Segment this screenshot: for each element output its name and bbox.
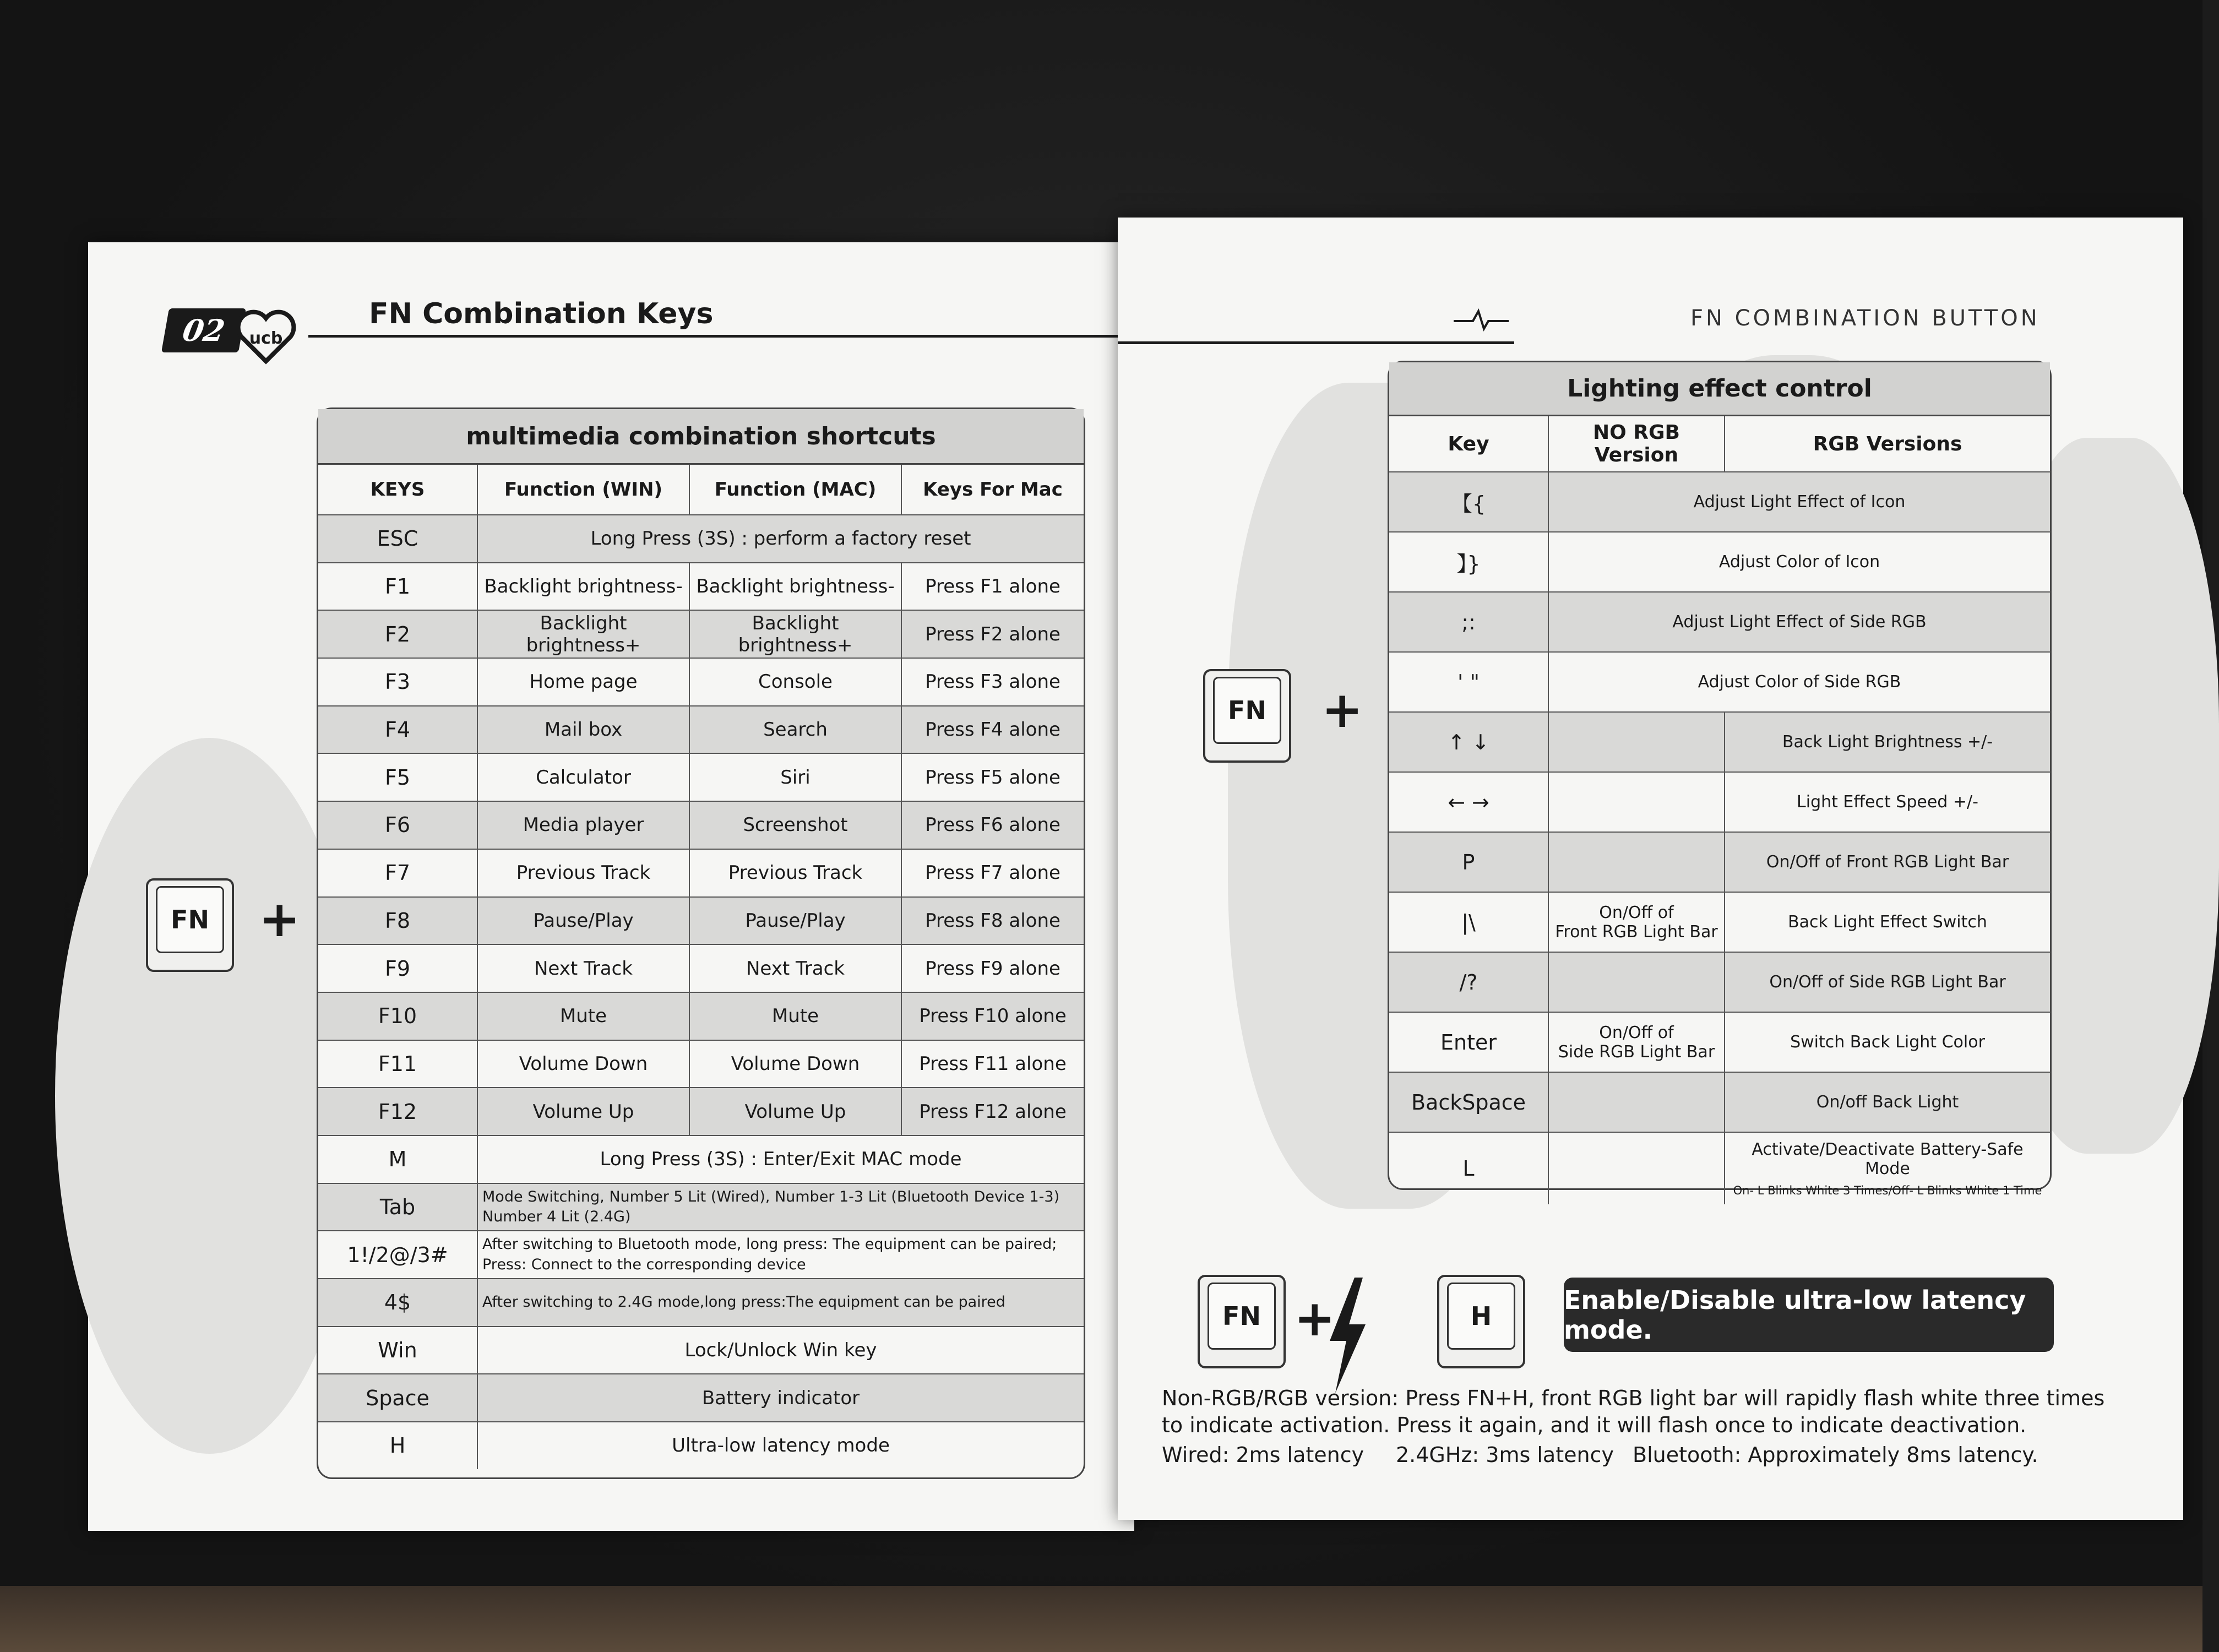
table-row <box>318 1374 1084 1422</box>
row-function-mac: Search <box>690 707 902 753</box>
row-key: F6 <box>318 802 478 849</box>
h-key-label: H <box>1447 1283 1515 1350</box>
row-key: ' " <box>1389 653 1549 711</box>
table-header-row <box>318 465 1084 515</box>
row-function-win: Mute <box>478 993 690 1040</box>
table-row <box>318 850 1084 898</box>
row-keys-for-mac: Press F11 alone <box>919 1052 1067 1075</box>
row-key: F1 <box>318 563 478 610</box>
page-title: FN Combination Keys <box>369 297 714 330</box>
row-key: F8 <box>318 898 478 944</box>
table-row <box>318 898 1084 945</box>
table-row <box>318 1231 1084 1279</box>
row-key: Enter <box>1389 1013 1549 1072</box>
row-keys-for-mac: Press F12 alone <box>919 1100 1067 1123</box>
lighting-effect-table <box>1388 361 2052 1197</box>
row-key: ↑ ↓ <box>1389 713 1549 771</box>
row-key: |\ <box>1389 893 1549 952</box>
fn-key-label: FN <box>1208 1283 1276 1350</box>
fn-key-label: FN <box>156 886 224 953</box>
row-keys-for-mac: Press F2 alone <box>925 623 1060 645</box>
table-row <box>318 707 1084 754</box>
row-key: ESC <box>318 515 478 562</box>
row-no-rgb <box>1549 833 1725 892</box>
row-rgb <box>1725 713 2050 771</box>
row-keys-for-mac: Press F3 alone <box>925 671 1060 693</box>
row-function-win: Volume Up <box>478 1088 690 1135</box>
row-effect: Adjust Light Effect of Side RGB <box>1672 612 1927 632</box>
row-key: Space <box>318 1374 478 1421</box>
page-title: FN COMBINATION BUTTON <box>1690 306 2040 331</box>
row-function: Long Press (3S) : perform a factory reset <box>590 528 971 550</box>
latency-description: Non-RGB/RGB version: Press FN+H, front RGB light bar will rapidly flash white three times to indicate activation. Press it again, and it will flash once to indicate deactivation. <box>1162 1386 2105 1438</box>
header-function-mac: Function (MAC) <box>690 465 902 514</box>
row-function-mac: Console <box>690 659 902 705</box>
row-no-rgb <box>1549 953 1725 1012</box>
heart-logo-icon <box>236 306 296 367</box>
row-rgb <box>1725 1073 2050 1132</box>
row-function-mac: Volume Up <box>690 1088 902 1135</box>
row-rgb-note: On- L Blinks White 3 Times/Off- L Blinks White 1 Time <box>1733 1184 2042 1197</box>
header-key: Key <box>1389 416 1549 471</box>
row-function-win: Calculator <box>478 754 690 801</box>
row-function-mac: Pause/Play <box>690 898 902 944</box>
row-function-mac: Next Track <box>690 945 902 992</box>
row-key: F3 <box>318 659 478 705</box>
page-badge <box>165 308 292 358</box>
row-keys-for-mac: Press F4 alone <box>925 719 1060 741</box>
row-keys-for-mac: Press F6 alone <box>925 814 1060 836</box>
row-effect: Adjust Color of Side RGB <box>1698 672 1901 692</box>
row-key: ← → <box>1389 773 1549 832</box>
row-function-win: Volume Down <box>478 1041 690 1088</box>
row-rgb-label: On/Off of Front RGB Light Bar <box>1766 852 2009 872</box>
table-row <box>1389 1133 2050 1204</box>
row-function-mac: Backlight brightness+ <box>690 611 902 657</box>
table-row <box>318 1279 1084 1327</box>
table-caption: multimedia combination shortcuts <box>318 409 1084 465</box>
row-key: H <box>318 1422 478 1469</box>
plus-icon: + <box>1321 681 1363 739</box>
table-row <box>1389 953 2050 1013</box>
h-key-icon <box>1437 1275 1525 1368</box>
table-row <box>318 754 1084 802</box>
row-key: F11 <box>318 1041 478 1088</box>
row-no-rgb <box>1549 1133 1725 1204</box>
row-key: Tab <box>318 1184 478 1231</box>
bluetooth-latency: Bluetooth: Approximately 8ms latency. <box>1633 1443 2038 1467</box>
row-function: Battery indicator <box>701 1387 860 1409</box>
row-keys-for-mac: Press F5 alone <box>925 766 1060 789</box>
table-row <box>318 993 1084 1041</box>
row-rgb-label: Back Light Effect Switch <box>1788 912 1987 932</box>
row-rgb <box>1725 773 2050 832</box>
table-row <box>318 659 1084 707</box>
header-rgb: RGB Versions <box>1813 432 1962 455</box>
row-key: P <box>1389 833 1549 892</box>
fn-key-icon <box>146 878 234 972</box>
table-header-row <box>1389 416 2050 472</box>
row-key: ;: <box>1389 593 1549 651</box>
row-key: F5 <box>318 754 478 801</box>
table-surface <box>0 1586 2202 1652</box>
table-caption: Lighting effect control <box>1389 362 2050 416</box>
row-rgb-label: Back Light Brightness +/- <box>1782 732 1993 752</box>
table-row <box>1389 472 2050 532</box>
row-key: F2 <box>318 611 478 657</box>
row-key: F12 <box>318 1088 478 1135</box>
row-function: Lock/Unlock Win key <box>684 1339 877 1362</box>
row-function-win: Media player <box>478 802 690 849</box>
row-keys-for-mac: Press F1 alone <box>925 575 1060 598</box>
table-row <box>1389 593 2050 653</box>
header-rule <box>1118 341 1514 344</box>
row-key: 4$ <box>318 1279 478 1326</box>
pulse-icon <box>1454 306 1509 333</box>
row-rgb-label: Activate/Deactivate Battery-Safe Mode <box>1752 1140 2024 1178</box>
fn-key-label: FN <box>1213 677 1281 744</box>
row-function-mac: Volume Down <box>690 1041 902 1088</box>
row-key: F10 <box>318 993 478 1040</box>
table-row <box>1389 1013 2050 1073</box>
row-function-win: Backlight brightness- <box>478 563 690 610</box>
row-rgb-label: On/Off of Side RGB Light Bar <box>1769 972 2006 992</box>
row-key: F4 <box>318 707 478 753</box>
row-keys-for-mac: Press F8 alone <box>925 909 1060 932</box>
table-row <box>318 1422 1084 1469</box>
table-row <box>318 611 1084 659</box>
row-key: Win <box>318 1327 478 1374</box>
header-keys-for-mac: Keys For Mac <box>923 479 1063 501</box>
row-no-rgb: On/Off of Side RGB Light Bar <box>1549 1013 1725 1072</box>
row-rgb-label: On/off Back Light <box>1816 1093 1959 1112</box>
header-rule <box>308 335 1134 338</box>
fn-key-icon <box>1198 1275 1286 1368</box>
table-row <box>1389 893 2050 953</box>
row-key: M <box>318 1136 478 1183</box>
plus-icon: + <box>259 890 301 948</box>
row-keys-for-mac: Press F7 alone <box>925 862 1060 884</box>
table-row <box>1389 713 2050 773</box>
left-page <box>88 242 1134 1531</box>
row-rgb <box>1725 893 2050 952</box>
latency-mode-banner: Enable/Disable ultra-low latency mode. <box>1564 1278 2054 1352</box>
row-function-win: Next Track <box>478 945 690 992</box>
row-key: BackSpace <box>1389 1073 1549 1132</box>
table-row <box>318 945 1084 993</box>
row-function-mac: Previous Track <box>690 850 902 896</box>
row-key: F7 <box>318 850 478 896</box>
table-row <box>318 802 1084 850</box>
row-function: Ultra-low latency mode <box>672 1434 890 1457</box>
multimedia-shortcuts-table <box>317 407 1085 1479</box>
row-function-win: Mail box <box>478 707 690 753</box>
row-effect: Adjust Light Effect of Icon <box>1693 492 1906 512</box>
header-keys: KEYS <box>318 465 478 514</box>
fn-key-icon <box>1203 669 1291 763</box>
row-function-win: Home page <box>478 659 690 705</box>
row-function-mac: Mute <box>690 993 902 1040</box>
row-function-win: Backlight brightness+ <box>478 611 690 657</box>
row-effect: Adjust Color of Icon <box>1718 552 1880 572</box>
row-function: After switching to 2.4G mode,long press:The equipment can be paired <box>482 1294 1005 1311</box>
table-row <box>318 1041 1084 1089</box>
row-function: After switching to Bluetooth mode, long press: The equipment can be paired; Press: Connect to the corresponding device <box>482 1236 1057 1273</box>
table-row <box>1389 833 2050 893</box>
lightning-bolt-icon <box>1321 1278 1371 1393</box>
table-row <box>318 515 1084 563</box>
row-function-win: Previous Track <box>478 850 690 896</box>
table-row <box>318 1088 1084 1136</box>
table-row <box>318 1184 1084 1232</box>
row-function-mac: Screenshot <box>690 802 902 849</box>
table-row <box>1389 653 2050 713</box>
row-key: L <box>1389 1133 1549 1204</box>
row-keys-for-mac: Press F9 alone <box>925 957 1060 980</box>
header-function-win: Function (WIN) <box>478 465 690 514</box>
2g-latency: 2.4GHz: 3ms latency <box>1396 1443 1614 1467</box>
row-no-rgb <box>1549 1073 1725 1132</box>
table-row <box>1389 532 2050 593</box>
wired-latency: Wired: 2ms latency <box>1162 1443 1364 1467</box>
row-function: Mode Switching, Number 5 Lit (Wired), Number 1-3 Lit (Bluetooth Device 1-3) Number 4 Lit (2.4G) <box>482 1188 1060 1225</box>
row-key: 】} <box>1389 532 1549 591</box>
row-rgb-label: Light Effect Speed +/- <box>1797 792 1978 812</box>
row-rgb <box>1725 1013 2050 1072</box>
row-rgb <box>1725 1133 2050 1204</box>
right-page <box>1118 218 2183 1520</box>
row-key: /? <box>1389 953 1549 1012</box>
plus-icon: + <box>1294 1290 1336 1347</box>
row-no-rgb: On/Off of Front RGB Light Bar <box>1549 893 1725 952</box>
row-rgb <box>1725 833 2050 892</box>
table-row <box>318 563 1084 611</box>
row-rgb-label: Switch Back Light Color <box>1790 1032 1985 1052</box>
row-no-rgb <box>1549 713 1725 771</box>
row-no-rgb <box>1549 773 1725 832</box>
row-rgb <box>1725 953 2050 1012</box>
page-number: 02 <box>161 308 246 352</box>
table-row <box>318 1327 1084 1375</box>
svg-text:ucb: ucb <box>249 329 283 348</box>
row-function-mac: Siri <box>690 754 902 801</box>
row-key: 1!/2@/3# <box>318 1231 478 1278</box>
row-function: Long Press (3S) : Enter/Exit MAC mode <box>600 1148 962 1171</box>
row-function-mac: Backlight brightness- <box>690 563 902 610</box>
row-key: F9 <box>318 945 478 992</box>
table-row <box>1389 773 2050 833</box>
table-row <box>1389 1073 2050 1133</box>
row-key: 【{ <box>1389 472 1549 531</box>
header-no-rgb: NO RGB Version <box>1549 416 1725 471</box>
row-function-win: Pause/Play <box>478 898 690 944</box>
table-row <box>318 1136 1084 1184</box>
row-keys-for-mac: Press F10 alone <box>919 1005 1067 1028</box>
